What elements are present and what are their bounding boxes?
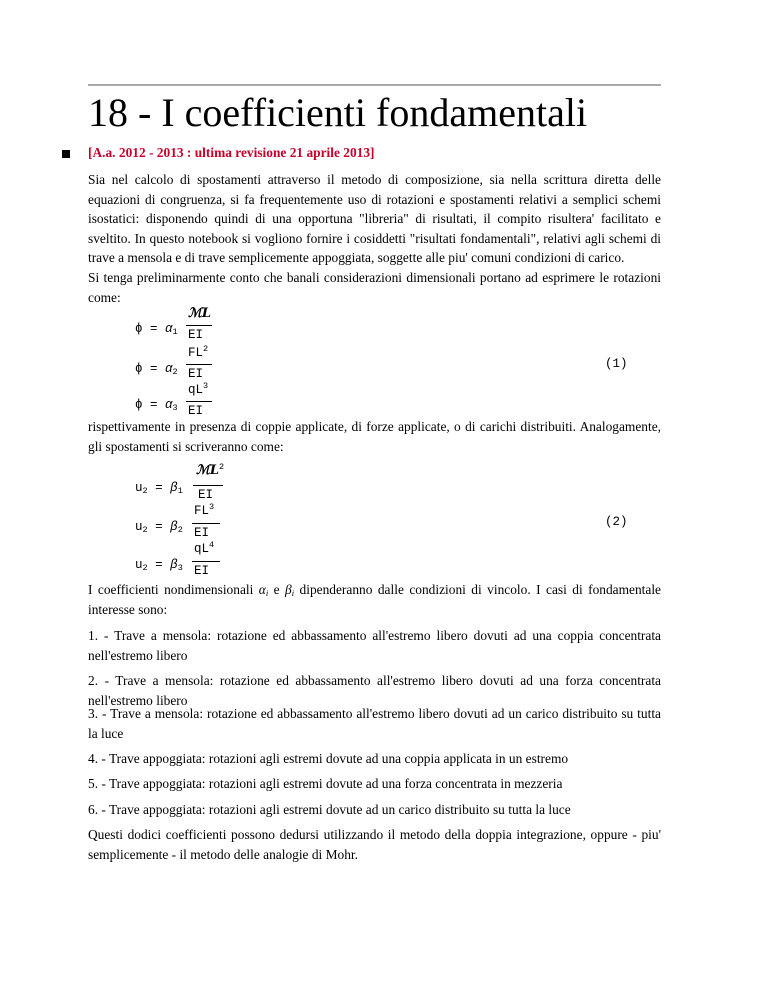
u-symbol: u: [135, 481, 143, 495]
subscript: 2: [142, 563, 148, 573]
beta-symbol: β: [285, 582, 292, 597]
fraction-bar: [186, 401, 212, 402]
numerator: qL: [188, 383, 204, 397]
subscript: 1: [177, 486, 183, 496]
exponent: 4: [209, 540, 215, 550]
case-item: 1. - Trave a mensola: rotazione ed abbassamento all'estremo libero dovuti ad una coppia concentrata nell'estremo libero: [88, 628, 661, 663]
beta-coeff: β: [170, 558, 178, 572]
fraction-bar: [192, 561, 220, 562]
u-symbol: u: [135, 520, 143, 534]
phi-symbol: ϕ =: [135, 362, 158, 376]
numerator: qL: [194, 542, 210, 556]
case-item: 5. - Trave appoggiata: rotazioni agli estremi dovute ad una forza concentrata in mezzeria: [88, 776, 563, 791]
exponent: 2: [219, 462, 225, 472]
equals-sign: =: [155, 558, 163, 572]
rotation-num-2: [188, 346, 208, 360]
title-rule: [88, 84, 661, 86]
fraction-bar: [186, 364, 212, 365]
alpha-coeff: α: [165, 398, 173, 412]
numerator: ℳL: [196, 463, 220, 478]
revision-subtitle: [A.a. 2012 - 2013 : ultima revisione 21 aprile 2013]: [88, 145, 375, 160]
rotation-den-3: EI: [188, 404, 204, 418]
closing-paragraph: Questi dodici coefficienti possono dedursi utilizzando il metodo della doppia integrazione, oppure - piu' semplicemente - il metodo delle analogie di Mohr.: [88, 827, 661, 862]
rotation-eq-3: [135, 398, 178, 412]
numerator: FL: [188, 346, 204, 360]
displacement-den-2: EI: [194, 526, 210, 540]
exponent: 3: [203, 381, 209, 391]
alpha-coeff: α: [165, 322, 173, 336]
rotation-eq-2: [135, 362, 178, 376]
equation-number-1: (1): [605, 357, 628, 371]
equation-number-2: (2): [605, 515, 628, 529]
exponent: 3: [209, 502, 215, 512]
alpha-coeff: α: [165, 362, 173, 376]
coefficients-paragraph: [88, 580, 661, 619]
displacement-num-3: [194, 542, 214, 556]
fraction-bar: [186, 325, 212, 326]
beta-coeff: β: [170, 481, 178, 495]
bullet-marker: [62, 150, 70, 158]
rotation-den-1: EI: [188, 328, 204, 342]
subscript: 3: [177, 563, 183, 573]
subscript: 3: [172, 403, 178, 413]
beta-coeff: β: [170, 520, 178, 534]
page-title: 18 - I coefficienti fondamentali: [88, 90, 588, 135]
displacement-den-3: EI: [194, 564, 210, 578]
displacement-eq-2: [135, 520, 183, 534]
phi-symbol: ϕ =: [135, 322, 158, 336]
rotation-num-3: [188, 383, 208, 397]
equals-sign: =: [155, 481, 163, 495]
subscript: 2: [142, 525, 148, 535]
case-item: 6. - Trave appoggiata: rotazioni agli estremi dovute ad un carico distribuito su tutta la luce: [88, 802, 571, 817]
dimensional-paragraph: Si tenga preliminarmente conto che banali considerazioni dimensionali portano ad esprimere le rotazioni come:: [88, 270, 661, 305]
coeff-text: dipenderanno dalle condizioni di vincolo. I casi di fondamentale interesse sono:: [88, 582, 661, 617]
rotation-den-2: EI: [188, 367, 204, 381]
subscript: i: [265, 588, 269, 598]
rotation-eq-1: [135, 322, 178, 336]
case-item: 4. - Trave appoggiata: rotazioni agli estremi dovute ad una coppia applicata in un estremo: [88, 751, 569, 766]
equals-sign: =: [155, 520, 163, 534]
numerator: ℳL: [188, 306, 212, 321]
displacement-den-1: EI: [198, 488, 214, 502]
fraction-bar: [193, 485, 223, 486]
coeff-text: e: [273, 582, 280, 597]
subscript: 2: [172, 367, 178, 377]
displacement-num-1: [196, 464, 224, 478]
fraction-bar: [192, 523, 220, 524]
exponent: 2: [203, 344, 209, 354]
displacement-eq-3: [135, 558, 183, 572]
coeff-text: I coefficienti nondimensionali: [88, 582, 254, 597]
phi-symbol: ϕ =: [135, 398, 158, 412]
rotation-num-1: [188, 307, 211, 321]
case-item: 2. - Trave a mensola: rotazione ed abbassamento all'estremo libero dovuti ad una forza concentrata nell'estremo libero: [88, 673, 661, 708]
displacement-eq-1: [135, 481, 183, 495]
case-item: 3. - Trave a mensola: rotazione ed abbassamento all'estremo libero dovuti ad un carico distribuito su tutta la luce: [88, 706, 661, 741]
subscript: 2: [142, 486, 148, 496]
alpha-symbol: α: [258, 582, 266, 597]
subscript: 2: [177, 525, 183, 535]
after-rotations-paragraph: rispettivamente in presenza di coppie applicate, di forze applicate, o di carichi distribuiti. Analogamente, gli spostamenti si scriveranno come:: [88, 419, 661, 454]
numerator: FL: [194, 504, 210, 518]
u-symbol: u: [135, 558, 143, 572]
intro-paragraph: Sia nel calcolo di spostamenti attraverso il metodo di composizione, sia nella scrittura diretta delle equazioni di congruenza, si fa frequentemente uso di rotazioni e spostamenti relativi a semplici schemi isostatici: disponendo quindi di una opportuna "libreria" di risultati, il compito risultera' facilitato e sveltito. In questo notebook si vogliono fornire i cosiddetti "risultati fondamentali", relativi agli schemi di trave a mensola e di trave semplicemente appoggiata, soggette alle piu' comuni condizioni di carico.: [88, 172, 661, 265]
subscript: i: [291, 588, 295, 598]
displacement-num-2: [194, 504, 214, 518]
subscript: 1: [172, 327, 178, 337]
